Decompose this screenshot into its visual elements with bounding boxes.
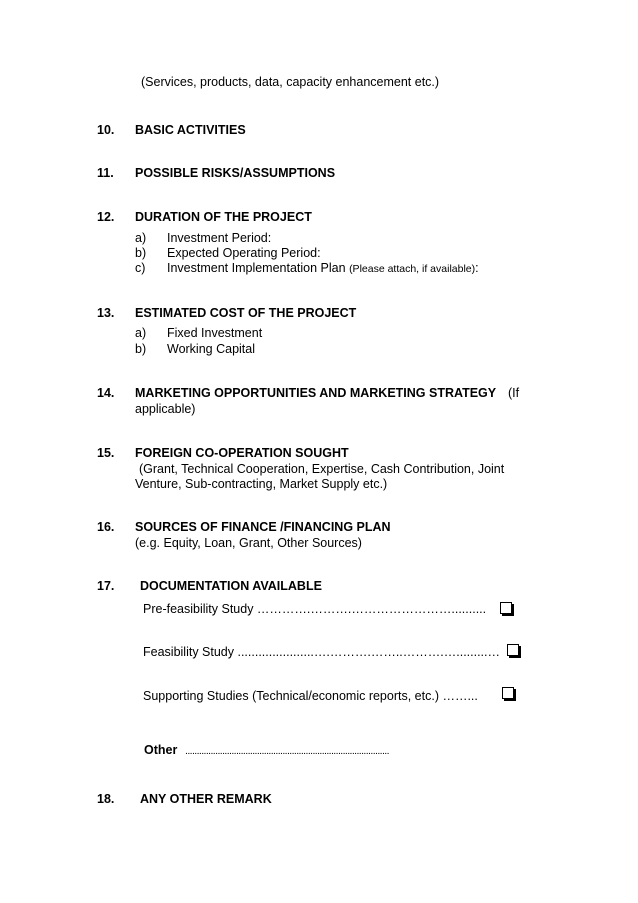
section-number: 16. xyxy=(97,520,115,534)
section-note-if: (If xyxy=(508,386,520,400)
section-note-line1: (Grant, Technical Cooperation, Expertise, Cash Contribution, Joint xyxy=(139,462,505,476)
doc-item-other-dots: ........................................................................................ xyxy=(185,745,389,757)
supporting-studies-checkbox[interactable] xyxy=(502,687,514,699)
item-operating-period: Expected Operating Period: xyxy=(167,246,321,260)
section-number: 11. xyxy=(97,166,114,180)
section-title-marketing: MARKETING OPPORTUNITIES AND MARKETING STRATEGY xyxy=(135,386,497,400)
item-implementation-plan-note: (Please attach, if available) xyxy=(349,263,476,275)
section-title-foreign-cooperation: FOREIGN CO-OPERATION SOUGHT xyxy=(135,446,349,460)
section-note-applicable: applicable) xyxy=(135,402,196,416)
doc-item-supporting-studies: Supporting Studies (Technical/economic reports, etc.) ……... xyxy=(143,689,478,703)
section-note-line2: Venture, Sub-contracting, Market Supply etc.) xyxy=(135,477,388,491)
item-label: c) xyxy=(135,261,146,275)
item-label: a) xyxy=(135,326,147,340)
item-label: b) xyxy=(135,246,147,260)
section-number: 15. xyxy=(97,446,115,460)
section-title-other-remark: ANY OTHER REMARK xyxy=(140,792,272,806)
feasibility-checkbox[interactable] xyxy=(507,644,519,656)
pre-feasibility-checkbox[interactable] xyxy=(500,602,512,614)
section-number: 18. xyxy=(97,792,115,806)
item-implementation-plan-suffix: : xyxy=(475,261,479,275)
section-title-estimated-cost: ESTIMATED COST OF THE PROJECT xyxy=(135,306,357,320)
section-title-finance: SOURCES OF FINANCE /FINANCING PLAN xyxy=(135,520,391,534)
section-note: (e.g. Equity, Loan, Grant, Other Sources) xyxy=(135,536,362,550)
item-label: b) xyxy=(135,342,147,356)
item-investment-period: Investment Period: xyxy=(167,231,272,245)
section-title-duration: DURATION OF THE PROJECT xyxy=(135,210,312,224)
section-number: 12. xyxy=(97,210,115,224)
doc-item-feasibility: Feasibility Study ......................….……….……..……….….........… xyxy=(143,645,501,659)
item-fixed-investment: Fixed Investment xyxy=(167,326,263,340)
intro-note: (Services, products, data, capacity enhancement etc.) xyxy=(141,75,440,89)
item-implementation-plan xyxy=(167,261,479,277)
item-working-capital: Working Capital xyxy=(167,342,256,356)
doc-item-other-label: Other xyxy=(144,743,178,757)
section-number: 13. xyxy=(97,306,115,320)
item-implementation-plan-text: Investment Implementation Plan xyxy=(167,261,346,275)
section-number: 14. xyxy=(97,386,115,400)
section-title-documentation: DOCUMENTATION AVAILABLE xyxy=(140,579,322,593)
doc-item-pre-feasibility: Pre-feasibility Study ………….……….…………………….......... xyxy=(143,602,487,616)
item-label: a) xyxy=(135,231,147,245)
section-title-basic-activities: BASIC ACTIVITIES xyxy=(135,123,246,137)
section-number: 17. xyxy=(97,579,115,593)
section-title-risks: POSSIBLE RISKS/ASSUMPTIONS xyxy=(135,166,336,180)
section-number: 10. xyxy=(97,123,115,137)
